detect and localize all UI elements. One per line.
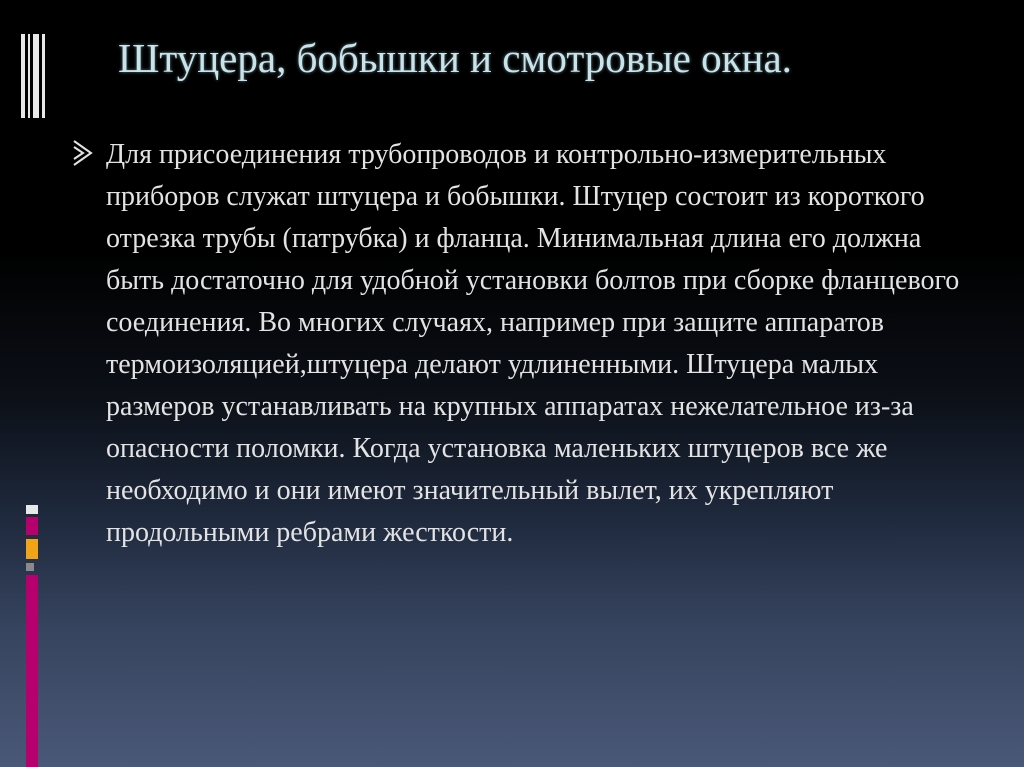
side-decoration-bars (26, 505, 38, 767)
slide-content (72, 134, 972, 554)
bullet-item (72, 134, 972, 554)
title-decoration-bars (21, 34, 47, 118)
arrow-bullet-icon (72, 138, 94, 168)
slide-title: Штуцера, бобышки и смотровые окна. (118, 35, 792, 81)
bullet-text: Для присоединения трубопроводов и контрольно-измерительных приборов служат штуцера и бобышки. Штуцер состоит из короткого отрезка трубы (патрубка) и фланца. Минимальная длина его должна быть достаточно для удобной установки болтов при сборке фланцевого соединения. Во многих случаях, например при защите аппаратов термоизоляцией,штуцера делают удлиненными. Штуцера малых размеров устанавливать на крупных аппаратах нежелательное из-за опасности поломки. Когда установка маленьких штуцеров все же необходимо и они имеют значительный вылет, их укрепляют продольными ребрами жесткости. (106, 139, 960, 548)
